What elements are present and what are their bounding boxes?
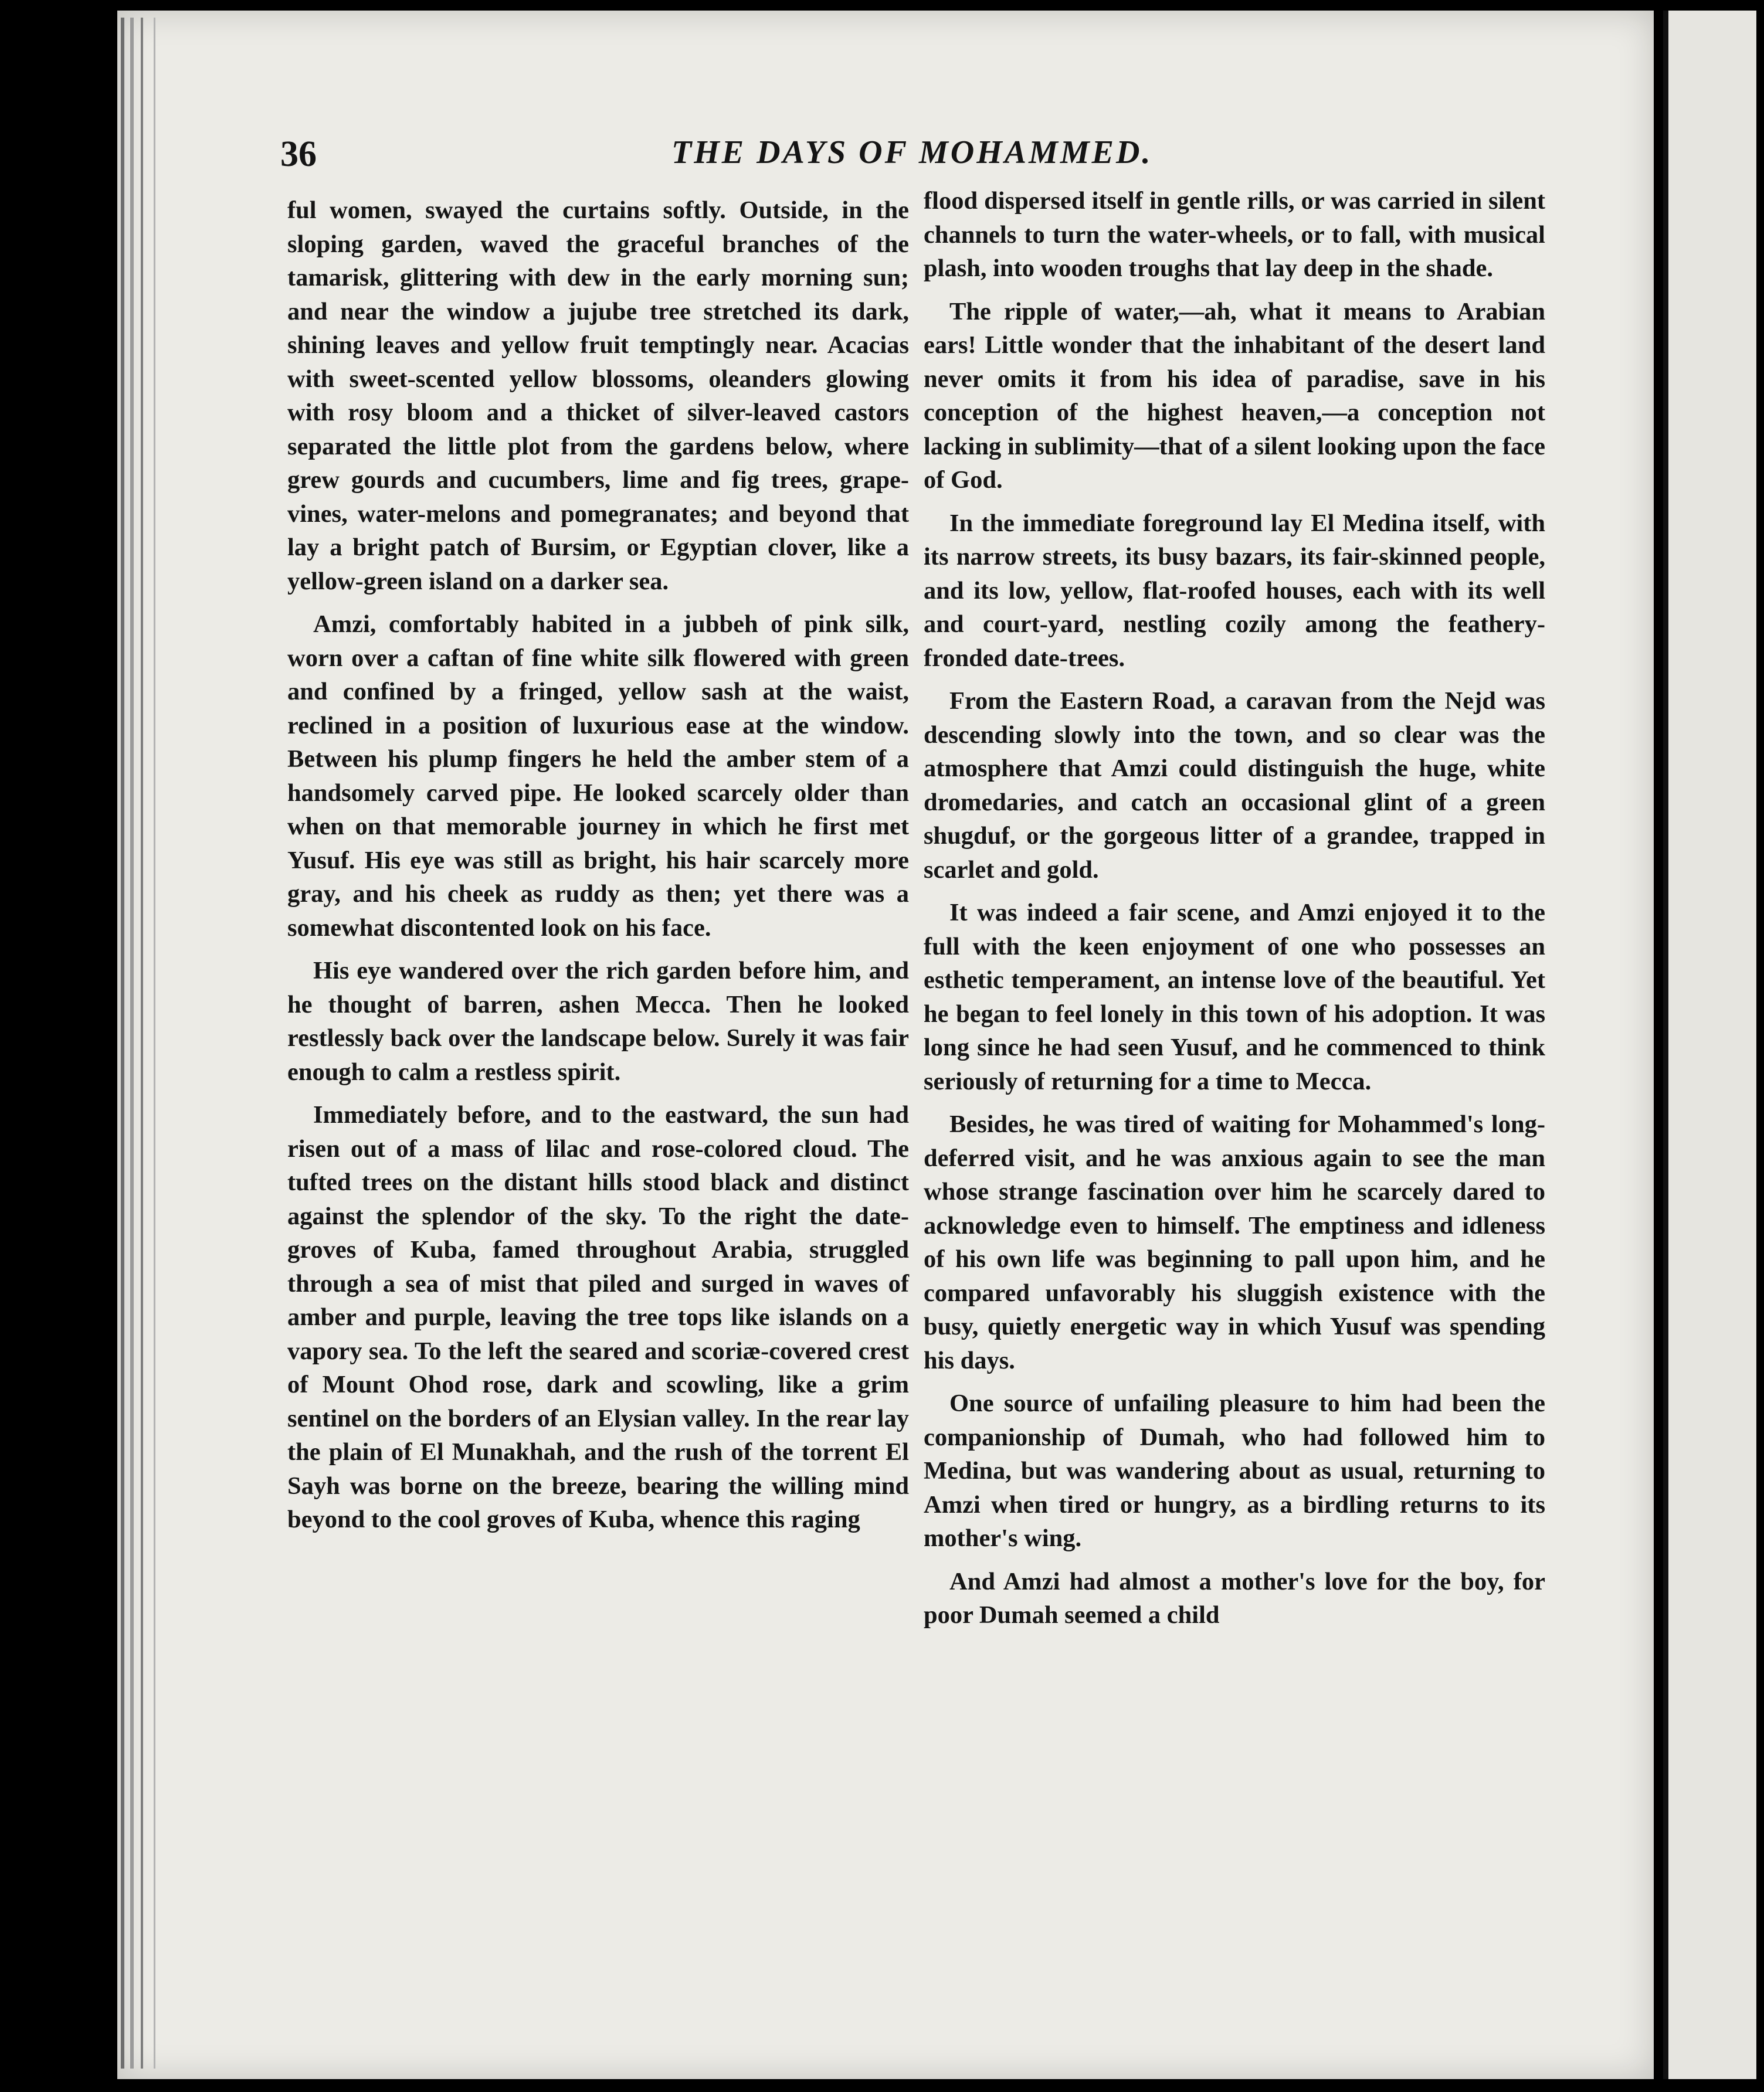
page-edge [121, 18, 124, 2069]
paragraph: Besides, he was tired of waiting for Mohammed's long-deferred visit, and he was anxious again to see the man whose strange fascination over him he scarcely dared to acknowledge even to himself. The emptiness and idleness of his own life was beginning to pall upon him, and he compared unfavorably his sluggish existence with the busy, quietly energetic way in which Yusuf was spending his days. [924, 1110, 1545, 1374]
page-number: 36 [280, 134, 317, 174]
paragraph: In the immediate foreground lay El Medina itself, with its narrow streets, its busy bazars, its fair-skinned people, and its low, yellow, flat-roofed houses, each with its well and court-yard, nestling cozily among the feathery-fronded date-trees. [924, 509, 1545, 672]
paragraph: His eye wandered over the rich garden before him, and he thought of barren, ashen Mecca. Then he looked restlessly back over the landscape below. Surely it was fair enough to calm a restless spirit. [287, 957, 909, 1086]
page-edge [154, 18, 155, 2069]
left-column [287, 193, 909, 1537]
facing-page-sliver [1668, 11, 1756, 2079]
paragraph: Immediately before, and to the eastward, the sun had risen out of a mass of lilac and rose-colored cloud. The tufted trees on the distant hills stood black and distinct against the splendor of the sky. To the right the date-groves of Kuba, famed throughout Arabia, struggled through a sea of mist that piled and surged in waves of amber and purple, leaving the tree tops like islands on a vapory sea. To the left the seared and scoriæ-covered crest of Mount Ohod rose, dark and scowling, like a grim sentinel on the borders of an Elysian valley. In the rear lay the plain of El Munakhah, and the rush of the torrent El Sayh was borne on the breeze, bearing the willing mind beyond to the cool groves of Kuba, whence this raging [287, 1101, 909, 1533]
page-edge [141, 18, 143, 2069]
running-head: THE DAYS OF MOHAMMED. [671, 134, 1153, 171]
paragraph: flood dispersed itself in gentle rills, or was carried in silent channels to turn the water-wheels, or to fall, with musical plash, into wooden troughs that lay deep in the shade. [924, 187, 1545, 282]
paragraph: And Amzi had almost a mother's love for the boy, for poor Dumah seemed a child [924, 1567, 1545, 1629]
paragraph: Amzi, comfortably habited in a jubbeh of pink silk, worn over a caftan of fine white silk flowered with green and confined by a fringed, yellow sash at the waist, reclined in a position of luxurious ease at the window. Between his plump fingers he held the amber stem of a handsomely carved pipe. He looked scarcely older than when on that memorable journey in which he first met Yusuf. His eye was still as bright, his hair scarcely more gray, and his cheek as ruddy as then; yet there was a somewhat discontented look on his face. [287, 610, 909, 942]
page-edge [130, 18, 134, 2069]
paragraph: The ripple of water,—ah, what it means to Arabian ears! Little wonder that the inhabitant of the desert land never omits it from his idea of paradise, save in his conception of the highest heaven,—a conception not lacking in sublimity—that of a silent looking upon the face of God. [924, 297, 1545, 494]
paragraph: One source of unfailing pleasure to him had been the companionship of Dumah, who had followed him to Medina, but was wandering about as usual, returning to Amzi when tired or hungry, as a birdling returns to its mother's wing. [924, 1390, 1545, 1552]
right-column [924, 184, 1545, 1632]
paragraph: ful women, swayed the curtains softly. Outside, in the sloping garden, waved the graceful branches of the tamarisk, glittering with dew in the early morning sun; and near the window a jujube tree stretched its dark, shining leaves and yellow fruit temptingly near. Acacias with sweet-scented yellow blossoms, oleanders glowing with rosy bloom and a thicket of silver-leaved castors separated the little plot from the gardens below, where grew gourds and cucumbers, lime and fig trees, grape-vines, water-melons and pomegranates; and beyond that lay a bright patch of Bursim, or Egyptian clover, like a yellow-green island on a darker sea. [287, 196, 909, 595]
paragraph: From the Eastern Road, a caravan from the Nejd was descending slowly into the town, and so clear was the atmosphere that Amzi could distinguish the huge, white dromedaries, and catch an occasional glint of a green shugduf, or the gorgeous litter of a grandee, trapped in scarlet and gold. [924, 687, 1545, 884]
paragraph: It was indeed a fair scene, and Amzi enjoyed it to the full with the keen enjoyment of one who possesses an esthetic temperament, an intense love of the beautiful. Yet he began to feel lonely in this town of his adoption. It was long since he had seen Yusuf, and he commenced to think seriously of returning for a time to Mecca. [924, 899, 1545, 1095]
